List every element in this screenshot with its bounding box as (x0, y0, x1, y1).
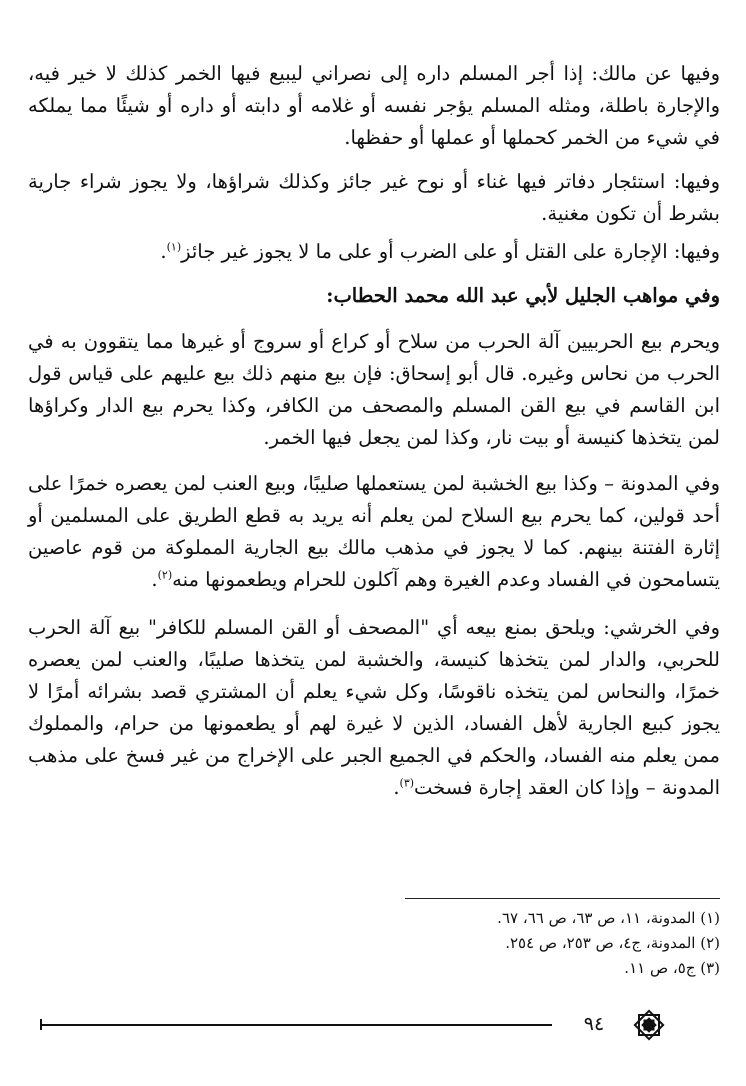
octagram-star-icon (632, 1008, 666, 1042)
paragraph-2: وفيها: استئجار دفاتر فيها غناء أو نوح غير جائز وكذلك شراؤها، ولا يجوز شراء جارية بشرط أن تكون مغنية. (28, 170, 720, 225)
paragraph-3-text: وفيها: الإجارة على القتل أو على الضرب أو على ما لا يجوز غير جائز (181, 240, 720, 263)
footnote-ref-2[interactable]: (٢) (157, 568, 173, 582)
page-footer (28, 1008, 720, 1042)
page-body (28, 58, 720, 820)
paragraph-3: وفيها: الإجارة على القتل أو على الضرب أو على ما لا يجوز غير جائز$^{(١)}$. (160, 240, 720, 263)
page-number: ٩٤ (583, 1013, 605, 1035)
footer-rule-end (40, 1019, 42, 1030)
footnote-1: (١) المدونة، ١١، ص ٦٣، ص ٦٦، ٦٧. (497, 909, 720, 927)
paragraph-5-text: وفي المدونة – وكذا بيع الخشبة لمن يستعملها صليبًا، وبيع العنب لمن يعصره خمرًا على أحد قولين، كما يحرم بيع السلاح لمن يعلم أنه يريد به قطع الطريق على المسلمين أو إثارة الفتنة بينهم. كما لا يجوز في مذهب مالك بيع الجارية المملوكة من قوم عاصين يتسامحون في الفساد وعدم الغيرة وهم آكلون للحرام ويطعمونها منه (28, 472, 720, 591)
footnote-divider (405, 898, 720, 899)
footnote-ref-3[interactable]: (٣) (399, 776, 415, 790)
paragraph-5: وفي المدونة – وكذا بيع الخشبة لمن يستعملها صليبًا، وبيع العنب لمن يعصره خمرًا على أحد قولين، كما يحرم بيع السلاح لمن يعلم أنه يريد به قطع الطريق على المسلمين أو إثارة الفتنة بينهم. كما لا يجوز في مذهب مالك بيع الجارية المملوكة من قوم عاصين يتسامحون في الفساد وعدم الغيرة وهم آكلون للحرام ويطعمونها منه$^{(٢)}$. (28, 472, 720, 591)
footer-rule (40, 1024, 552, 1026)
paragraph-1: وفيها عن مالك: إذا أجر المسلم داره إلى نصراني ليبيع فيها الخمر كذلك لا خير فيه، والإجارة باطلة، ومثله المسلم يؤجر نفسه أو غلامه أو دابته أو داره أو شيئًا مما يملكه في شيء من الخمر كحملها أو عملها أو حفظها. (28, 62, 720, 149)
footnote-3: (٣) ج٥، ص ١١. (624, 959, 720, 977)
paragraph-6-text: وفي الخرشي: ويلحق بمنع بيعه أي "المصحف أو القن المسلم للكافر" بيع آلة الحرب للحربي، والدار لمن يتخذها كنيسة، والخشبة لمن يتخذها صليبًا، والعنب لمن يعصره خمرًا، والنحاس لمن يتخذه ناقوسًا، وكل شيء يعلم أن المشتري قصد بشرائه أمرًا لا يجوز كبيع الجارية لأهل الفساد، الذين لا غيرة لهم أو يطعمونها من حرام، والمملوك ممن يعلم منه الفساد، والحكم في الجميع الجبر على الإخراج من غير فسخ على مذهب المدونة – وإذا كان العقد إجارة فسخت (28, 616, 720, 799)
footnote-2: (٢) المدونة، ج٤، ص ٢٥٣، ص ٢٥٤. (505, 934, 720, 952)
paragraph-4: ويحرم بيع الحربيين آلة الحرب من سلاح أو كراع أو سروج أو غيرها مما يتقوون به في الحرب من نحاس وغيره. قال أبو إسحاق: فإن بيع منهم ذلك بيع عليهم على قياس قول ابن القاسم في بيع القن المسلم والمصحف من الكافر، وكذا يحرم بيع الدار وكراؤها لمن يتخذها كنيسة أو بيت نار، وكذا لمن يجعل فيها الخمر. (28, 330, 720, 449)
footnotes (30, 906, 720, 981)
paragraph-6: وفي الخرشي: ويلحق بمنع بيعه أي "المصحف أو القن المسلم للكافر" بيع آلة الحرب للحربي، والدار لمن يتخذها كنيسة، والخشبة لمن يتخذها صليبًا، والعنب لمن يعصره خمرًا، والنحاس لمن يتخذه ناقوسًا، وكل شيء يعلم أن المشتري قصد بشرائه أمرًا لا يجوز كبيع الجارية لأهل الفساد، الذين لا غيرة لهم أو يطعمونها من حرام، والمملوك ممن يعلم منه الفساد، والحكم في الجميع الجبر على الإخراج من غير فسخ على مذهب المدونة – وإذا كان العقد إجارة فسخت$^{(٣)}$. (28, 616, 720, 799)
section-heading: وفي مواهب الجليل لأبي عبد الله محمد الحطاب: (326, 284, 720, 307)
footnote-ref-1[interactable]: (١) (166, 240, 182, 254)
